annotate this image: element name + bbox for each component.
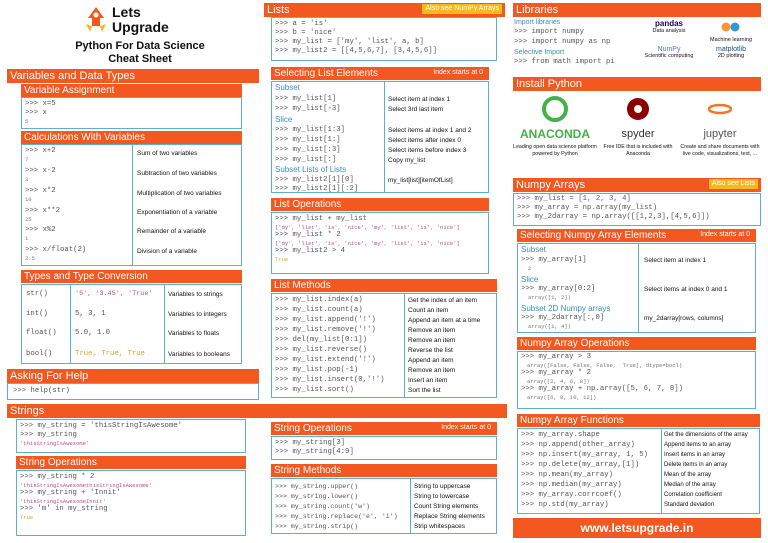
lists-note: Also see NumPy Arrays bbox=[422, 4, 502, 14]
slice-label: Slice bbox=[275, 115, 293, 124]
install-header-text: Install Python bbox=[516, 78, 583, 90]
list-op-code: >>> my_list2 > 4 bbox=[275, 247, 346, 255]
install-caption: Free IDE that is included with Anaconda bbox=[603, 144, 673, 157]
list-method-code: >>> my_list.insert(0,'!') bbox=[275, 376, 385, 384]
list-op-code: >>> my_list + my_list bbox=[275, 215, 367, 223]
subset-label: Subset bbox=[275, 83, 300, 92]
numpy-ops-box bbox=[517, 351, 756, 409]
np-op-output: array([False, False, False, True], dtype=bool) bbox=[527, 362, 683, 369]
logo-line1: Lets bbox=[112, 4, 141, 20]
title-line1: Python For Data Science bbox=[75, 40, 205, 52]
select-list-box bbox=[271, 81, 489, 193]
string-ops-box bbox=[16, 470, 246, 536]
list-method-desc: Get the index of an item bbox=[408, 297, 478, 304]
types-vals: 5.0, 1.0 bbox=[75, 329, 111, 337]
anaconda-logo: ANACONDA bbox=[520, 127, 590, 141]
list-method-code: >>> del(my_list[0:1]) bbox=[275, 336, 367, 344]
footer-url[interactable]: www.letsupgrade.in bbox=[580, 521, 694, 535]
list-method-code: >>> my_list.extend('!') bbox=[275, 356, 376, 364]
calc-row bbox=[25, 226, 241, 242]
string-method-desc: String to uppercase bbox=[414, 483, 471, 490]
types-header-text: Types and Type Conversion bbox=[24, 271, 148, 282]
subset-lists-label: Subset Lists of Lists bbox=[275, 165, 347, 174]
calc-code: >>> x**2 bbox=[25, 207, 61, 215]
install-caption: Leading open data science platform powered by Python bbox=[513, 144, 597, 157]
numpy-fn-header-text: Numpy Array Functions bbox=[520, 415, 624, 426]
string-index-code: >>> my_string[3] bbox=[275, 439, 346, 447]
string-op-output: 'thisStringIsAwesomeInnit' bbox=[20, 498, 106, 505]
list-ops-box bbox=[271, 212, 489, 274]
list-method-code: >>> my_list.pop(-1) bbox=[275, 366, 359, 374]
np-op-output: array([6, 8, 10, 12]) bbox=[527, 394, 597, 401]
string-ops-header bbox=[16, 456, 246, 469]
np-fn-desc: Append items to an array bbox=[664, 442, 732, 448]
calc-desc: Sum of two variables bbox=[137, 150, 198, 157]
matplotlib-logo: matplotlib bbox=[716, 46, 746, 53]
types-fn: bool() bbox=[26, 350, 53, 358]
types-vals: 5, 3, 1 bbox=[75, 310, 106, 318]
select-code: >>> my_list[:3] bbox=[275, 146, 341, 154]
list-op-code: >>> my_list * 2 bbox=[275, 231, 341, 239]
np-fn-desc: Insert items in an array bbox=[664, 452, 726, 458]
list-ops-header-text: List Operations bbox=[274, 199, 342, 210]
np-op-code: >>> my_array + np.array([5, 6, 7, 8]) bbox=[521, 385, 684, 393]
list-methods-header-text: List Methods bbox=[274, 280, 331, 291]
np-fn-code: >>> np.delete(my_array,[1]) bbox=[521, 461, 640, 469]
calc-desc: Exponentiation of a variable bbox=[137, 209, 218, 216]
calc-desc: Multiplication of two variables bbox=[137, 190, 222, 197]
calc-desc: Division of a variable bbox=[137, 248, 197, 255]
string-op-code: >>> my_string * 2 bbox=[20, 473, 95, 481]
pandas-logo: pandas bbox=[654, 19, 683, 28]
list-method-desc: Remove an item bbox=[408, 367, 456, 374]
select-code: >>> my_list[:] bbox=[275, 156, 337, 164]
string-method-code: >>> my_string.upper() bbox=[275, 483, 359, 490]
calc-code: >>> x+2 bbox=[25, 147, 56, 155]
calc-desc: Remainder of a variable bbox=[137, 228, 207, 235]
strings-output: 'thisStringIsAwesome' bbox=[20, 440, 90, 447]
logo bbox=[82, 4, 192, 38]
lists-box bbox=[271, 17, 497, 61]
np-select-output: array([1, 2]) bbox=[528, 294, 571, 301]
string-op-code: >>> my_string + 'Innit' bbox=[20, 489, 121, 497]
np-select-output: array([1, 4]) bbox=[528, 323, 571, 330]
numpy-select-header-text: Selecting Numpy Array Elements bbox=[520, 230, 667, 241]
list-method-desc: Reverse the list bbox=[408, 347, 453, 354]
np-fn-desc: Correlation coefficient bbox=[664, 492, 722, 498]
assignment-line-2: >>> x bbox=[25, 109, 47, 117]
strings-header-text: Strings bbox=[10, 405, 45, 417]
footer-banner bbox=[513, 518, 761, 538]
install-header bbox=[513, 77, 761, 91]
list-op-output: ['my', 'list', 'is', 'nice', 'my', 'list', 'is', 'nice'] bbox=[275, 224, 460, 231]
calc-header-text: Calculations With Variables bbox=[24, 132, 145, 143]
select-desc: Select items after index 0 bbox=[388, 137, 461, 144]
help-header bbox=[7, 369, 259, 383]
lists-header bbox=[264, 3, 505, 17]
calc-header bbox=[21, 131, 242, 144]
types-desc: Variables to strings bbox=[168, 291, 223, 298]
select-code: >>> my_list[1:3] bbox=[275, 126, 346, 134]
types-fn: str() bbox=[26, 290, 48, 298]
lib-pandas bbox=[641, 19, 697, 34]
select-code: >>> my_list[1:] bbox=[275, 136, 341, 144]
strings-header bbox=[7, 404, 507, 418]
select-list-header bbox=[271, 67, 489, 80]
select-desc: Select item at index 1 bbox=[388, 96, 451, 103]
selective-code: >>> from math import pi bbox=[514, 58, 615, 66]
np-select-desc: my_2darray[rows, columns] bbox=[644, 315, 724, 322]
select-desc: my_list[list][itemOfList] bbox=[388, 177, 453, 184]
numpy-select-note: Index starts at 0 bbox=[700, 231, 750, 238]
list-method-desc: Remove an item bbox=[408, 337, 456, 344]
spyder-logo: spyder bbox=[621, 128, 655, 140]
calc-output: 3 bbox=[25, 176, 29, 183]
list-method-desc: Insert an item bbox=[408, 377, 448, 384]
string-methods-box bbox=[271, 478, 497, 534]
np-fn-code: >>> my_array.shape bbox=[521, 431, 600, 439]
numpy-code-line: >>> my_2darray = np.array([[1,2,3],[4,5,6]]) bbox=[517, 213, 710, 221]
np-fn-desc: Standard deviation bbox=[664, 502, 715, 508]
calc-row bbox=[25, 147, 241, 163]
jupyter-icon bbox=[707, 96, 733, 122]
np-op-code: >>> my_array * 2 bbox=[521, 369, 592, 377]
np-fn-desc: Mean of the array bbox=[664, 472, 712, 478]
assignment-line-1: >>> x=5 bbox=[25, 100, 56, 108]
list-method-code: >>> my_list.remove('!') bbox=[275, 326, 376, 334]
page-title bbox=[40, 40, 240, 66]
list-method-code: >>> my_list.reverse() bbox=[275, 346, 367, 354]
libraries-header bbox=[513, 3, 761, 17]
libraries-box bbox=[513, 17, 761, 73]
string-op-output: True bbox=[20, 514, 34, 521]
title-line2: Cheat Sheet bbox=[108, 53, 172, 65]
list-method-desc: Append an item at a time bbox=[408, 317, 481, 324]
string-index-header-text: String Operations bbox=[274, 423, 352, 434]
calc-output: 10 bbox=[25, 196, 32, 203]
np-op-code: >>> my_array > 3 bbox=[521, 353, 592, 361]
string-index-box bbox=[271, 436, 497, 460]
help-code: >>> help(str) bbox=[13, 387, 70, 395]
numpy-select-header bbox=[517, 229, 756, 242]
calc-output: 25 bbox=[25, 216, 32, 223]
assignment-header-text: Variable Assignment bbox=[24, 85, 115, 96]
jupyter-item bbox=[679, 96, 761, 158]
calc-code: >>> x-2 bbox=[25, 167, 56, 175]
select-desc: Copy my_list bbox=[388, 157, 426, 164]
selective-label: Selective Import bbox=[514, 49, 565, 56]
string-methods-header-text: String Methods bbox=[274, 465, 342, 476]
string-method-desc: Replace String elements bbox=[414, 513, 485, 520]
spyder-icon bbox=[625, 96, 651, 122]
numpy-ops-header-text: Numpy Array Operations bbox=[520, 338, 630, 349]
lib-caption: Machine learning bbox=[710, 37, 752, 43]
select-list-header-text: Selecting List Elements bbox=[274, 68, 378, 79]
install-caption: Create and share documents with live code, visualizations, text, ... bbox=[680, 144, 760, 157]
select-desc: Select 3rd last item bbox=[388, 106, 444, 113]
types-desc: Variables to integers bbox=[168, 311, 227, 318]
types-fn: int() bbox=[26, 310, 48, 318]
variables-header-text: Variables and Data Types bbox=[10, 70, 135, 82]
select-list-note: Index starts at 0 bbox=[433, 69, 483, 76]
import-code: >>> import numpy bbox=[514, 28, 585, 36]
lists-code-line: >>> my_list = ['my', 'list', a, b] bbox=[275, 38, 424, 46]
calc-code: >>> x/float(2) bbox=[25, 246, 87, 254]
select-desc: Select items at index 1 and 2 bbox=[388, 127, 472, 134]
list-method-desc: Sort the list bbox=[408, 387, 441, 394]
string-method-code: >>> my_string.strip() bbox=[275, 523, 359, 530]
string-method-code: >>> my_string.replace('e', 'i') bbox=[275, 513, 398, 520]
logo-line2: Upgrade bbox=[112, 19, 169, 35]
select-code: >>> my_list[1] bbox=[275, 95, 337, 103]
numpy-code-line: >>> my_list = [1, 2, 3, 4] bbox=[517, 195, 631, 203]
types-fn: float() bbox=[26, 329, 57, 337]
numpy-header bbox=[513, 178, 761, 192]
np-subset-label: Subset bbox=[521, 245, 546, 254]
np-select-code: >>> my_array[1] bbox=[521, 256, 587, 264]
numpy-fn-header bbox=[517, 414, 760, 427]
list-methods-header bbox=[271, 279, 497, 292]
assignment-box bbox=[21, 97, 242, 129]
help-header-text: Asking For Help bbox=[10, 370, 89, 382]
sklearn-icon bbox=[718, 22, 744, 32]
list-method-code: >>> my_list.index(a) bbox=[275, 296, 363, 304]
string-method-code: >>> my_string.lower() bbox=[275, 493, 359, 500]
np-fn-code: >>> np.insert(my_array, 1, 5) bbox=[521, 451, 648, 459]
string-index-header bbox=[271, 422, 497, 435]
types-vals: True, True, True bbox=[75, 350, 146, 358]
anaconda-item bbox=[513, 96, 597, 158]
string-method-desc: Strip whitespaces bbox=[414, 523, 465, 530]
string-method-code: >>> my_string.count('w') bbox=[275, 503, 370, 510]
np-fn-code: >>> np.append(other_array) bbox=[521, 441, 635, 449]
assignment-output: 5 bbox=[25, 118, 29, 125]
strings-line-1: >>> my_string = 'thisStringIsAwesome' bbox=[20, 422, 183, 430]
list-method-code: >>> my_list.count(a) bbox=[275, 306, 363, 314]
lists-code-line: >>> a = 'is' bbox=[275, 20, 328, 28]
select-code: >>> my_list2[1][:2] bbox=[275, 185, 359, 193]
numpy-code-line: >>> my_array = np.array(my_list) bbox=[517, 204, 658, 212]
types-desc: Variables to booleans bbox=[168, 351, 231, 358]
calc-output: 1 bbox=[25, 235, 29, 242]
np-select-code: >>> my_2darray[:,0] bbox=[521, 314, 605, 322]
string-method-desc: Count String elements bbox=[414, 503, 479, 510]
strings-box bbox=[16, 419, 246, 453]
string-ops-header-text: String Operations bbox=[19, 457, 97, 468]
np-fn-desc: Delete items in an array bbox=[664, 462, 728, 468]
assignment-header bbox=[21, 84, 242, 97]
types-desc: Variables to floats bbox=[168, 330, 220, 337]
string-method-desc: String to lowercase bbox=[414, 493, 470, 500]
calc-box bbox=[21, 144, 242, 266]
np-fn-code: >>> np.mean(my_array) bbox=[521, 471, 613, 479]
calc-output: 2.5 bbox=[25, 255, 35, 262]
calc-desc: Subtraction of two variables bbox=[137, 170, 217, 177]
rocket-icon bbox=[82, 6, 110, 34]
list-op-output: True bbox=[275, 256, 289, 263]
strings-line-2: >>> my_string bbox=[20, 431, 77, 439]
calc-output: 7 bbox=[25, 156, 29, 163]
libraries-header-text: Libraries bbox=[516, 4, 559, 16]
types-header bbox=[21, 270, 242, 283]
lists-code-line: >>> my_list2 = [[4,5,6,7], [3,4,5,6]] bbox=[275, 47, 438, 55]
string-op-code: >>> 'm' in my_string bbox=[20, 505, 108, 513]
numpy-select-box bbox=[517, 243, 756, 333]
np-fn-desc: Get the dimensions of the array bbox=[664, 432, 748, 438]
list-method-code: >>> my_list.sort() bbox=[275, 386, 354, 394]
lib-caption: Data analysis bbox=[652, 28, 686, 34]
string-index-code: >>> my_string[4:9] bbox=[275, 448, 354, 456]
numpy-box bbox=[513, 193, 761, 226]
list-method-desc: Append an item bbox=[408, 357, 454, 364]
lists-code-line: >>> b = 'nice' bbox=[275, 29, 337, 37]
list-ops-header bbox=[271, 198, 489, 211]
np-select-output: 2 bbox=[528, 265, 532, 272]
lib-matplotlib bbox=[703, 46, 759, 59]
numpy-ops-header bbox=[517, 337, 756, 350]
list-method-code: >>> my_list.append('!') bbox=[275, 316, 376, 324]
lib-caption: Scientific computing bbox=[644, 53, 694, 59]
variables-header bbox=[7, 69, 259, 83]
list-methods-box bbox=[271, 293, 497, 398]
np-fn-code: >>> np.median(my_array) bbox=[521, 481, 622, 489]
np-fn-code: >>> my_array.corrcoef() bbox=[521, 491, 622, 499]
lists-header-text: Lists bbox=[267, 4, 290, 16]
list-op-output: ['my', 'list', 'is', 'nice', 'my', 'list', 'is', 'nice'] bbox=[275, 240, 460, 247]
import-label: Import libraries bbox=[514, 19, 561, 26]
lib-sklearn bbox=[703, 19, 759, 43]
list-method-desc: Remove an item bbox=[408, 327, 456, 334]
numpy-logo: NumPy bbox=[657, 46, 681, 53]
calc-code: >>> x%2 bbox=[25, 226, 56, 234]
np-select-desc: Select item at index 1 bbox=[644, 257, 707, 264]
lib-numpy bbox=[641, 46, 697, 59]
install-box bbox=[513, 92, 761, 174]
np-select-code: >>> my_array[0:2] bbox=[521, 285, 596, 293]
numpy-header-text: Numpy Arrays bbox=[516, 179, 586, 191]
list-method-desc: Count an item bbox=[408, 307, 449, 314]
np-fn-desc: Median of the array bbox=[664, 482, 716, 488]
lib-caption: 2D plotting bbox=[717, 53, 745, 59]
calc-row bbox=[25, 246, 241, 262]
types-box bbox=[21, 284, 242, 364]
np-fn-code: >>> np.std(my_array) bbox=[521, 501, 609, 509]
select-desc: Select items before index 3 bbox=[388, 147, 467, 154]
help-box bbox=[7, 383, 259, 400]
np-select-desc: Select items at index 0 and 1 bbox=[644, 286, 728, 293]
import-code: >>> import numpy as np bbox=[514, 38, 611, 46]
select-code: >>> my_list2[1][0] bbox=[275, 176, 354, 184]
numpy-note: Also see Lists bbox=[709, 179, 758, 189]
np-op-output: array([2, 4, 6, 8]) bbox=[527, 378, 590, 385]
np-slice-label: Slice bbox=[521, 275, 539, 284]
select-code: >>> my_list[-3] bbox=[275, 105, 341, 113]
anaconda-icon bbox=[542, 96, 568, 122]
np-sub2d-label: Subset 2D Numpy arrays bbox=[521, 304, 611, 313]
jupyter-logo: jupyter bbox=[703, 128, 737, 140]
spyder-item bbox=[599, 96, 677, 158]
string-index-note: Index starts at 0 bbox=[441, 424, 491, 431]
string-methods-header bbox=[271, 464, 497, 477]
types-vals: '5', '3.45', 'True' bbox=[75, 290, 153, 298]
numpy-fn-box bbox=[517, 428, 760, 514]
calc-code: >>> x*2 bbox=[25, 187, 56, 195]
string-op-output: 'thisStringIsAwesomethisStringIsAwesome' bbox=[20, 482, 153, 489]
